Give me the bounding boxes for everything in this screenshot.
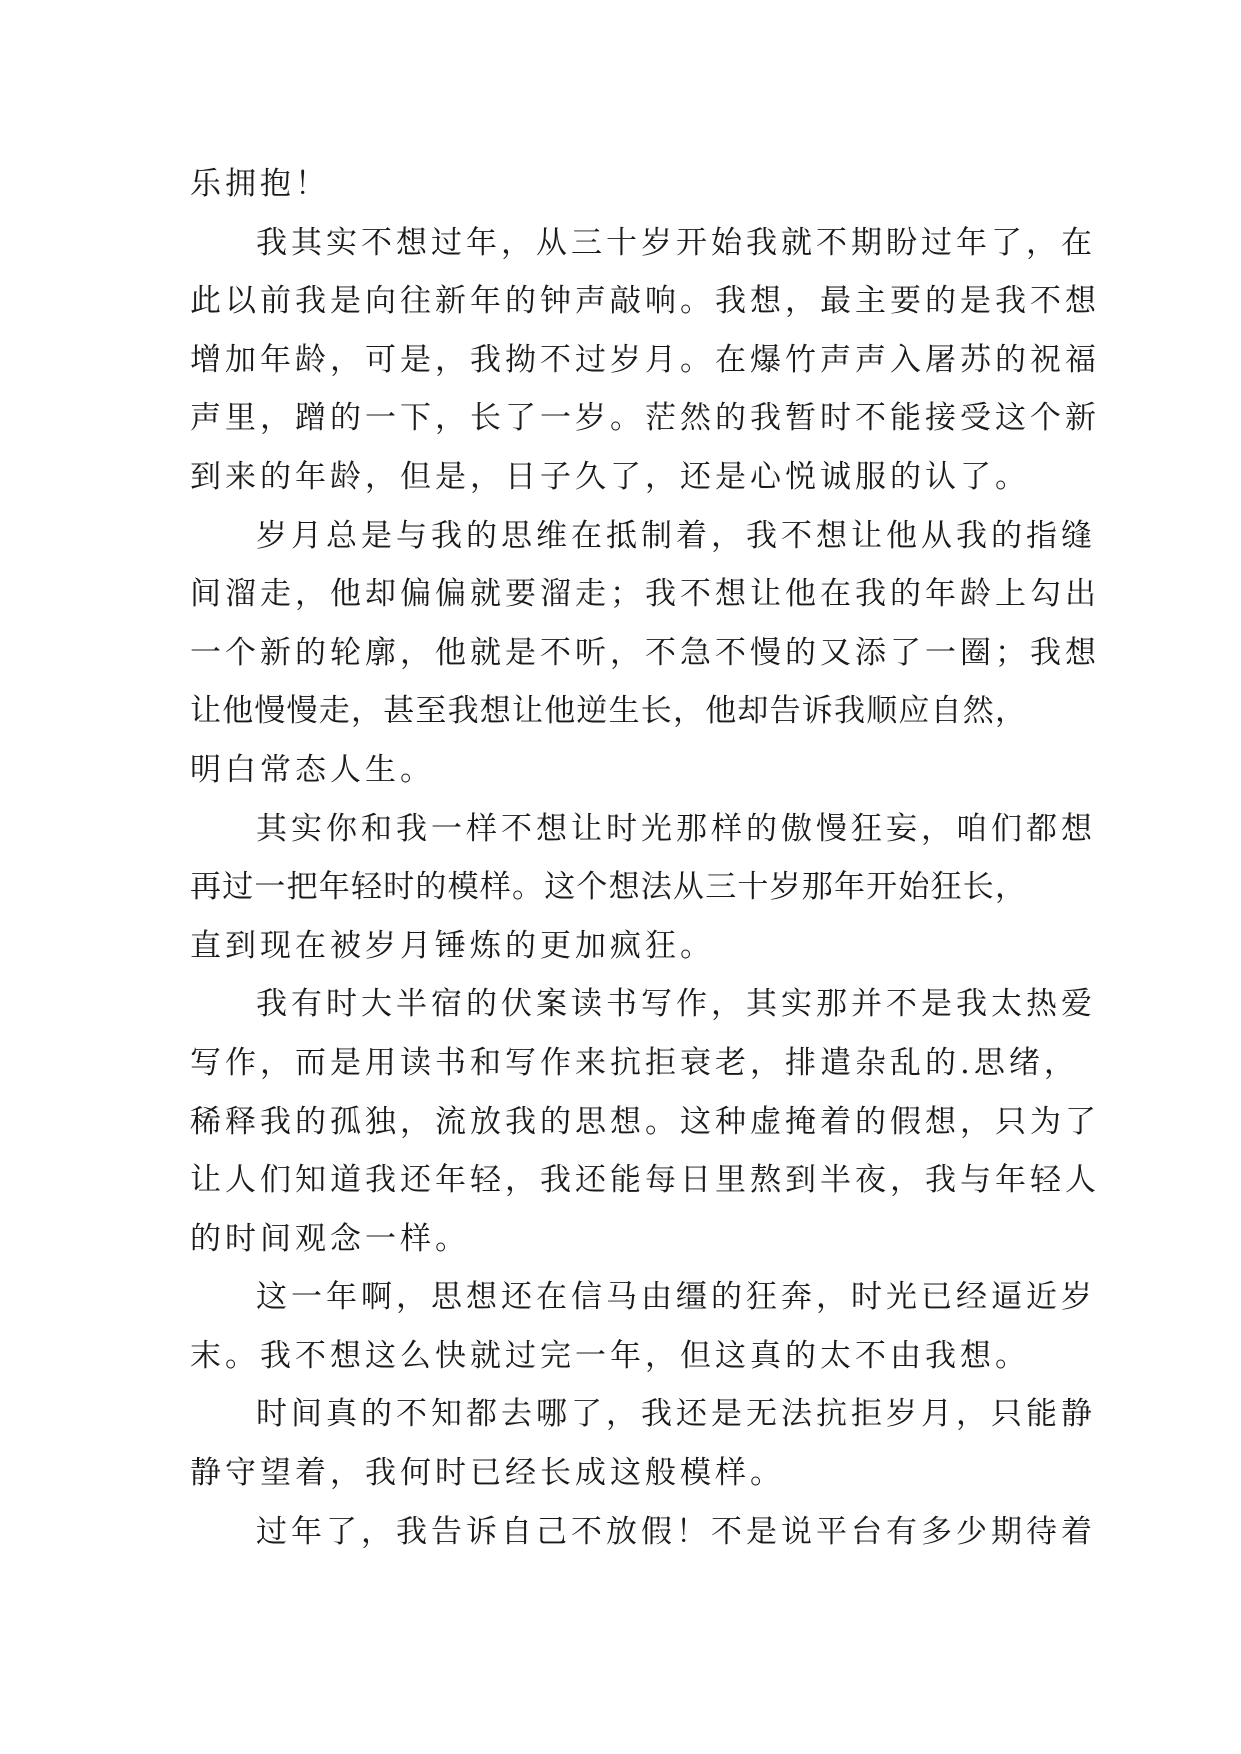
text-line: 到来的年龄，但是，日子久了，还是心悦诚服的认了。 xyxy=(190,458,1030,495)
text-line: 我有时大半宿的伏案读书写作，其实那并不是我太热爱 xyxy=(256,986,1096,1023)
text-line: 静守望着，我何时已经长成这般模样。 xyxy=(190,1455,785,1492)
text-line: 增加年龄，可是，我拗不过岁月。在爆竹声声入屠苏的祝福 xyxy=(190,341,1100,378)
text-line: 声里，蹭的一下，长了一岁。茫然的我暂时不能接受这个新 xyxy=(190,400,1100,437)
text-line: 让他慢慢走，甚至我想让他逆生长，他却告诉我顺应自然， xyxy=(190,693,1028,730)
text-line: 间溜走，他却偏偏就要溜走；我不想让他在我的年龄上勾出 xyxy=(190,576,1100,613)
text-line: 岁月总是与我的思维在抵制着，我不想让他从我的指缝 xyxy=(256,517,1096,554)
text-line: 这一年啊，思想还在信马由缰的狂奔，时光已经逼近岁 xyxy=(256,1279,1096,1316)
text-line: 时间真的不知都去哪了，我还是无法抗拒岁月，只能静 xyxy=(256,1396,1096,1433)
text-line: 再过一把年轻时的模样。这个想法从三十岁那年开始狂长， xyxy=(190,869,1028,906)
text-line: 此以前我是向往新年的钟声敲响。我想，最主要的是我不想 xyxy=(190,283,1100,320)
text-line: 让人们知道我还年轻，我还能每日里熬到半夜，我与年轻人 xyxy=(190,1162,1100,1199)
text-line: 明白常态人生。 xyxy=(190,751,435,788)
text-line: 过年了，我告诉自己不放假！不是说平台有多少期待着 xyxy=(256,1513,1096,1550)
text-line: 乐拥抱！ xyxy=(190,166,330,202)
body-text xyxy=(190,155,1100,1561)
text-line: 我其实不想过年，从三十岁开始我就不期盼过年了，在 xyxy=(256,224,1096,261)
text-line: 的时间观念一样。 xyxy=(190,1220,470,1257)
text-line: 稀释我的孤独，流放我的思想。这种虚掩着的假想，只为了 xyxy=(190,1103,1100,1140)
text-line: 一个新的轮廓，他就是不听，不急不慢的又添了一圈；我想 xyxy=(190,634,1100,671)
text-line: 直到现在被岁月锤炼的更加疯狂。 xyxy=(190,927,715,964)
text-line: 其实你和我一样不想让时光那样的傲慢狂妄，咱们都想 xyxy=(256,810,1096,847)
text-line: 写作，而是用读书和写作来抗拒衰老，排遣杂乱的.思绪， xyxy=(190,1044,1079,1081)
text-line: 末。我不想这么快就过完一年，但这真的太不由我想。 xyxy=(190,1337,1030,1374)
